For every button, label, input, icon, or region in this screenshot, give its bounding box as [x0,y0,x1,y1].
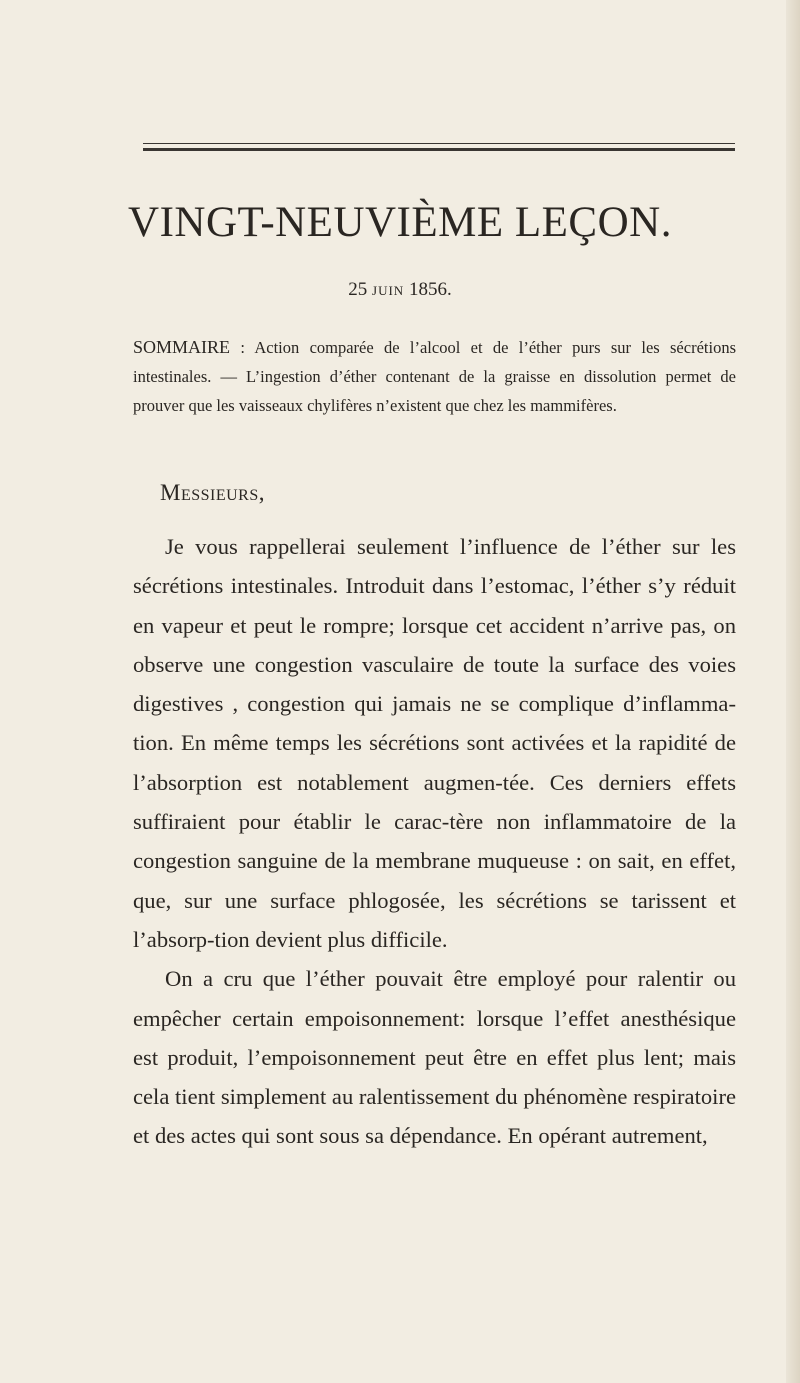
summary-label: SOMMAIRE [133,337,231,357]
body-text [133,527,736,1156]
date-day: 25 [348,279,368,300]
paragraph: Je vous rappellerai seulement l’influence de l’éther sur les sécrétions intestinales. Introduit dans l’estomac, l’éther s’y réduit en vapeur et peut le rompre; lorsque cet accident n’arrive pas, on observe une congestion vasculaire de toute la surface des voies digestives , congestion qui jamais ne se complique d’inflamma-tion. En même temps les sécrétions sont activées et la rapidité de l’absorption est notablement augmen-tée. Ces derniers effets suffiraient pour établir le carac-tère non inflammatoire de la congestion sanguine de la membrane muqueuse : on sait, en effet, que, sur une surface phlogosée, les sécrétions se tarissent et l’absorp-tion devient plus difficile. [133,534,736,952]
date-month: JUIN [372,283,405,298]
lesson-date [0,278,800,303]
paragraph: On a cru que l’éther pouvait être employé pour ralentir ou empêcher certain empoisonnement: lorsque l’effet anesthésique est produit, l’empoisonnement peut être en effet plus lent; mais cela tient simplement au ralentissement du phénomène respiratoire et des actes qui sont sous sa dépendance. En opérant autrement, [133,966,736,1149]
header-rule-thin [143,143,735,144]
lesson-title: VINGT-NEUVIÈME LEÇON. [128,199,672,246]
header-rule-thick [143,148,735,151]
summary-text: : Action comparée de l’alcool et de l’éther purs sur les sécrétions intestinales. — L’ingestion d’éther contenant de la graisse en dissolution permet de prouver que les vaisseaux chylifères n’existent que chez les mammifères. [133,338,736,415]
summary-block [133,333,736,420]
date-year: 1856. [408,279,452,300]
salutation: Messieurs, [160,480,265,505]
